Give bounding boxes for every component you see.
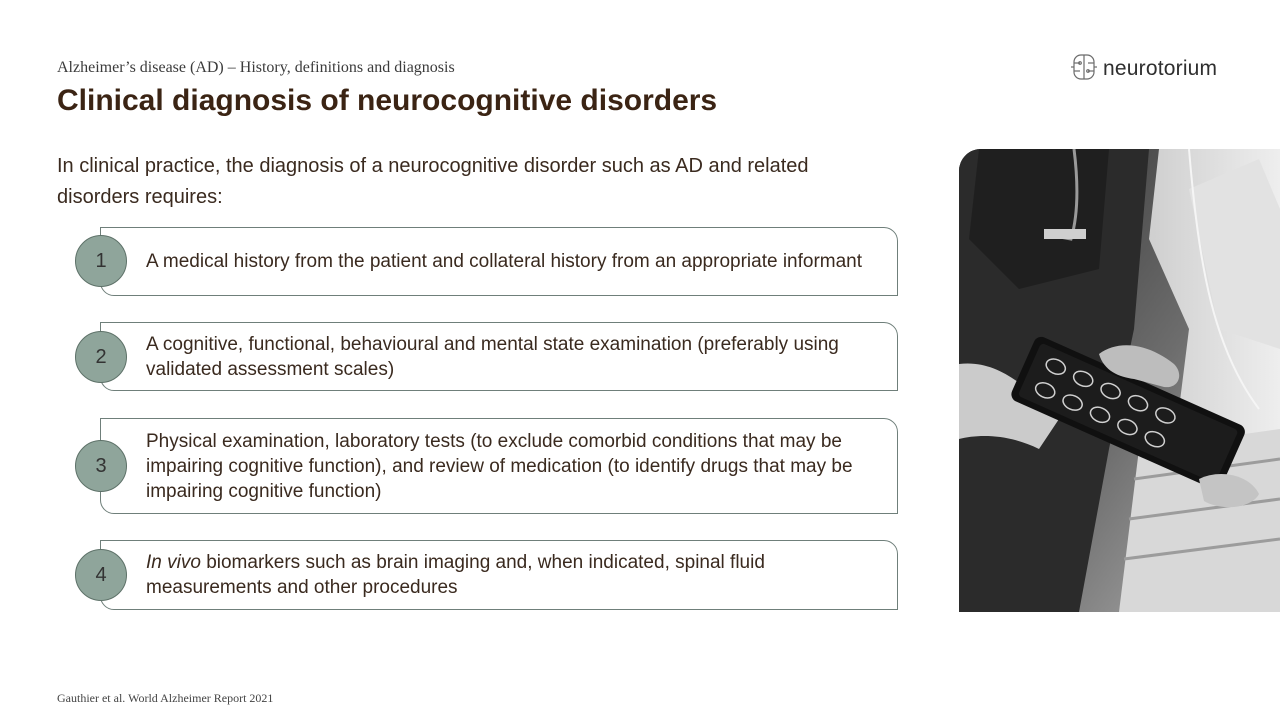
step-box-2 [100, 322, 898, 391]
clinicians-tablet-photo [959, 149, 1280, 612]
step-number-4: 4 [75, 549, 127, 601]
step-text-4 [146, 550, 873, 600]
step-text-4-italic: In vivo [146, 552, 201, 573]
section-subtitle: Alzheimer’s disease (AD) – History, definitions and diagnosis [57, 59, 455, 76]
brain-circuit-icon [1071, 52, 1097, 87]
step-number-2: 2 [75, 331, 127, 383]
step-text-2: A cognitive, functional, behavioural and mental state examination (preferably using validated assessment scales) [146, 333, 839, 380]
source-citation: Gauthier et al. World Alzheimer Report 2021 [57, 691, 274, 705]
step-box-4 [100, 540, 898, 610]
step-text-4-rest: biomarkers such as brain imaging and, when indicated, spinal fluid measurements and other procedures [146, 552, 765, 598]
page-title: Clinical diagnosis of neurocognitive disorders [57, 84, 718, 117]
brand-logo [1071, 53, 1217, 85]
logo-text: neurotorium [1103, 57, 1218, 80]
step-text-1: A medical history from the patient and collateral history from an appropriate informant [146, 251, 863, 272]
step-number-1: 1 [75, 235, 127, 287]
step-number-3: 3 [75, 440, 127, 492]
intro-text: In clinical practice, the diagnosis of a neurocognitive disorder such as AD and related disorders requires: [57, 155, 809, 208]
step-box-1 [100, 227, 898, 296]
step-box-3 [100, 418, 898, 514]
step-text-3: Physical examination, laboratory tests (to exclude comorbid conditions that may be impairing cognitive function), and review of medication (to identify drugs that may be impairing cognitive function) [146, 430, 853, 502]
